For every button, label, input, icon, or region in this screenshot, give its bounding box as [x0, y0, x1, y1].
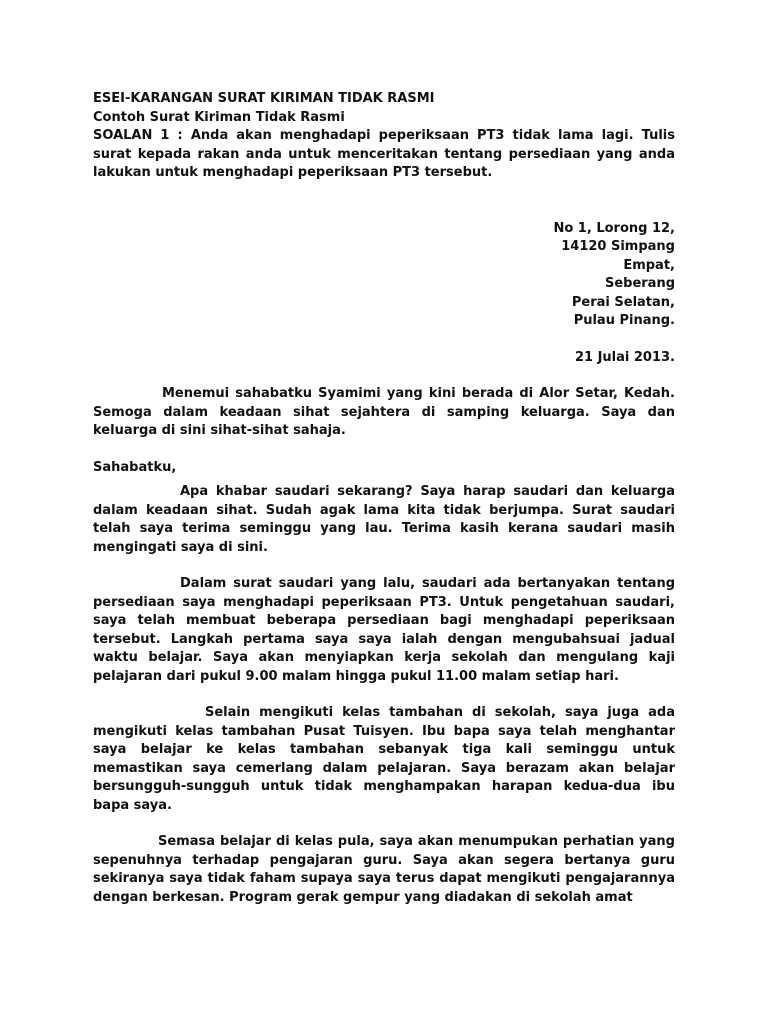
salutation: Sahabatku, [93, 459, 177, 475]
address-line: Seberang [604, 276, 675, 291]
sender-address [93, 220, 675, 331]
greeting-paragraph: Menemui sahabatku Syamimi yang kini berada di Alor Setar, Kedah. Semoga dalam keadaan sihat sejahtera di samping keluarga. Saya dan keluarga di sini sihat-sihat sahaja. [93, 386, 675, 438]
essay-subtitle: Contoh Surat Kiriman Tidak Rasmi [93, 109, 345, 125]
address-line: Pulau Pinang. [573, 313, 675, 328]
body-paragraph: Semasa belajar di kelas pula, saya akan menumpukan perhatian yang sepenuhnya terhadap pengajaran guru. Saya akan segera bertanya guru sekiranya saya tidak faham supaya saya terus dapat mengikuti pengajarannya dengan berkesan. Program gerak gempur yang diadakan di sekolah amat [93, 834, 675, 905]
essay-title: ESEI-KARANGAN SURAT KIRIMAN TIDAK RASMI [93, 91, 435, 106]
letter-date: 21 Julai 2013. [574, 349, 675, 365]
body-paragraph: Dalam surat saudari yang lalu, saudari ada bertanyakan tentang persediaan saya menghadapi peperiksaan PT3. Untuk pengetahuan saudari, saya telah membuat beberapa persediaan bagi menghadapi peperiksaan tersebut. Langkah pertama saya saya ialah dengan mengubahsuai jadual waktu belajar. Saya akan menyiapkan kerja sekolah dan mengulang kaji pelajaran dari pukul 9.00 malam hingga pukul 11.00 malam setiap hari. [93, 576, 675, 684]
address-line: No 1, Lorong 12, [553, 220, 675, 236]
question-text: SOALAN 1 : Anda akan menghadapi peperiksaan PT3 tidak lama lagi. Tulis surat kepada rakan anda untuk menceritakan tentang persediaan yang anda lakukan untuk menghadapi peperiksaan PT3 tersebut. [93, 128, 675, 180]
body-paragraph: Apa khabar saudari sekarang? Saya harap saudari dan keluarga dalam keadaan sihat. Sudah agak lama kita tidak berjumpa. Surat saudari telah saya terima seminggu yang lau. Terima kasih kerana saudari masih mengingati saya di sini. [93, 484, 675, 555]
document-body [93, 90, 675, 907]
address-line: 14120 Simpang [561, 239, 675, 254]
address-line: Perai Selatan, [571, 294, 675, 310]
address-line: Empat, [623, 257, 675, 273]
body-paragraph: Selain mengikuti kelas tambahan di sekolah, saya juga ada mengikuti kelas tambahan Pusat Tuisyen. Ibu bapa saya telah menghantar saya belajar ke kelas tambahan sebanyak tiga kali seminggu untuk memastikan saya cemerlang dalam pelajaran. Saya berazam akan belajar bersungguh-sungguh untuk tidak menghampakan harapan kedua-dua ibu bapa saya. [93, 705, 675, 813]
